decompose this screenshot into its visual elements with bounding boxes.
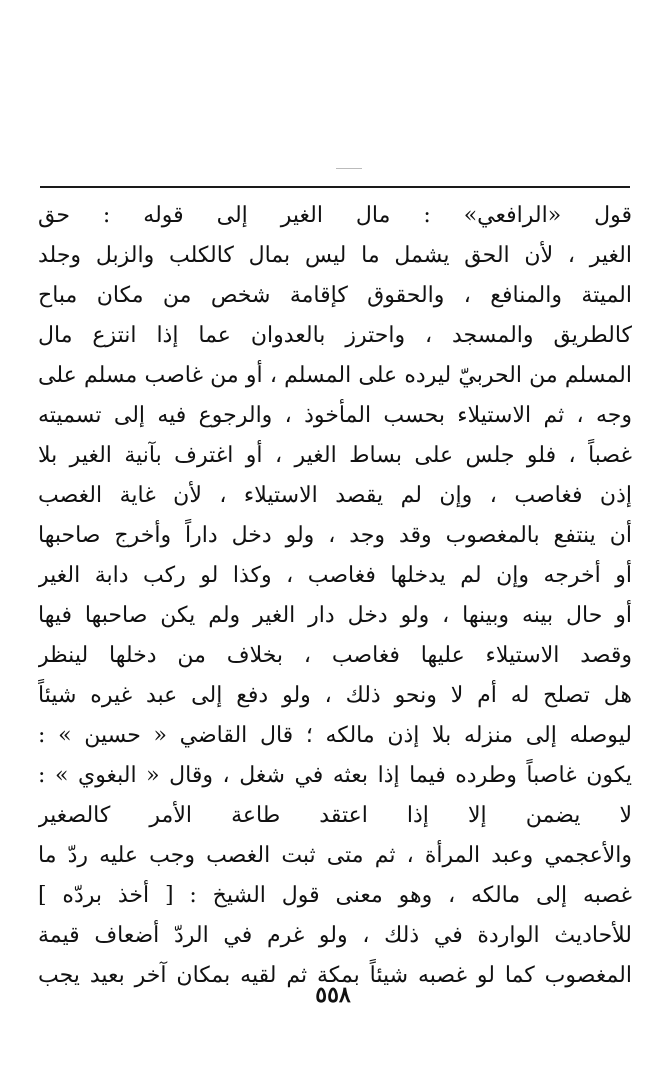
text-line: وجه ، ثم الاستيلاء بحسب المأخوذ ، والرجوع فيه إلى تسميته: [38, 403, 632, 428]
body-text: [38, 196, 632, 996]
text-line: لا يضمن إلا إذا اعتقد طاعة الأمر كالصغير: [38, 803, 632, 828]
text-line: المغصوب كما لو غصبه شيئاً بمكة ثم لقيه بمكان آخر بعيد يجب: [38, 963, 632, 988]
top-mark: [336, 168, 362, 169]
text-line: الميتة والمنافع ، والحقوق كإقامة شخص من مكان مباح: [38, 283, 632, 308]
text-line: قول «الرافعي» : مال الغير إلى قوله : حق: [38, 203, 632, 228]
text-line: المسلم من الحربيّ ليرده على المسلم ، أو من غاصب مسلم على: [38, 363, 632, 388]
text-line: إذن فغاصب ، وإن لم يقصد الاستيلاء ، لأن غاية الغصب: [38, 483, 632, 508]
text-line: غصباً ، فلو جلس على بساط الغير ، أو اغترف بآنية الغير بلا: [38, 443, 632, 468]
text-line: غصبه إلى مالكه ، وهو معنى قول الشيخ : [ أخذ بردّه ]: [38, 883, 632, 908]
text-line: كالطريق والمسجد ، واحترز بالعدوان عما إذا انتزع مال: [38, 323, 632, 348]
text-line: والأعجمي وعبد المرأة ، ثم متى ثبت الغصب وجب عليه ردّ ما: [38, 843, 632, 868]
header-rule: [40, 186, 630, 188]
text-line: وقصد الاستيلاء عليها فغاصب ، بخلاف من دخلها لينظر: [38, 643, 632, 668]
text-line: للأحاديث الواردة في ذلك ، ولو غرم في الردّ أضعاف قيمة: [38, 923, 632, 948]
text-line: أو أخرجه وإن لم يدخلها فغاصب ، وكذا لو ركب دابة الغير: [38, 563, 632, 588]
text-line: أو حال بينه وبينها ، ولو دخل دار الغير ولم يكن صاحبها فيها: [38, 603, 632, 628]
text-line: يكون غاصباً وطرده فيما إذا بعثه في شغل ، وقال « البغوي » :: [38, 763, 632, 788]
text-line: ليوصله إلى منزله بلا إذن مالكه ؛ قال القاضي « حسين » :: [38, 723, 632, 748]
text-line: أن ينتفع بالمغصوب وقد وجد ، ولو دخل داراً وأخرج صاحبها: [38, 523, 632, 548]
page-number: ٥٥٨: [315, 982, 351, 1008]
text-line: هل تصلح له أم لا ونحو ذلك ، ولو دفع إلى عبد غيره شيئاً: [38, 683, 632, 708]
text-line: الغير ، لأن الحق يشمل ما ليس بمال كالكلب والزبل وجلد: [38, 243, 632, 268]
